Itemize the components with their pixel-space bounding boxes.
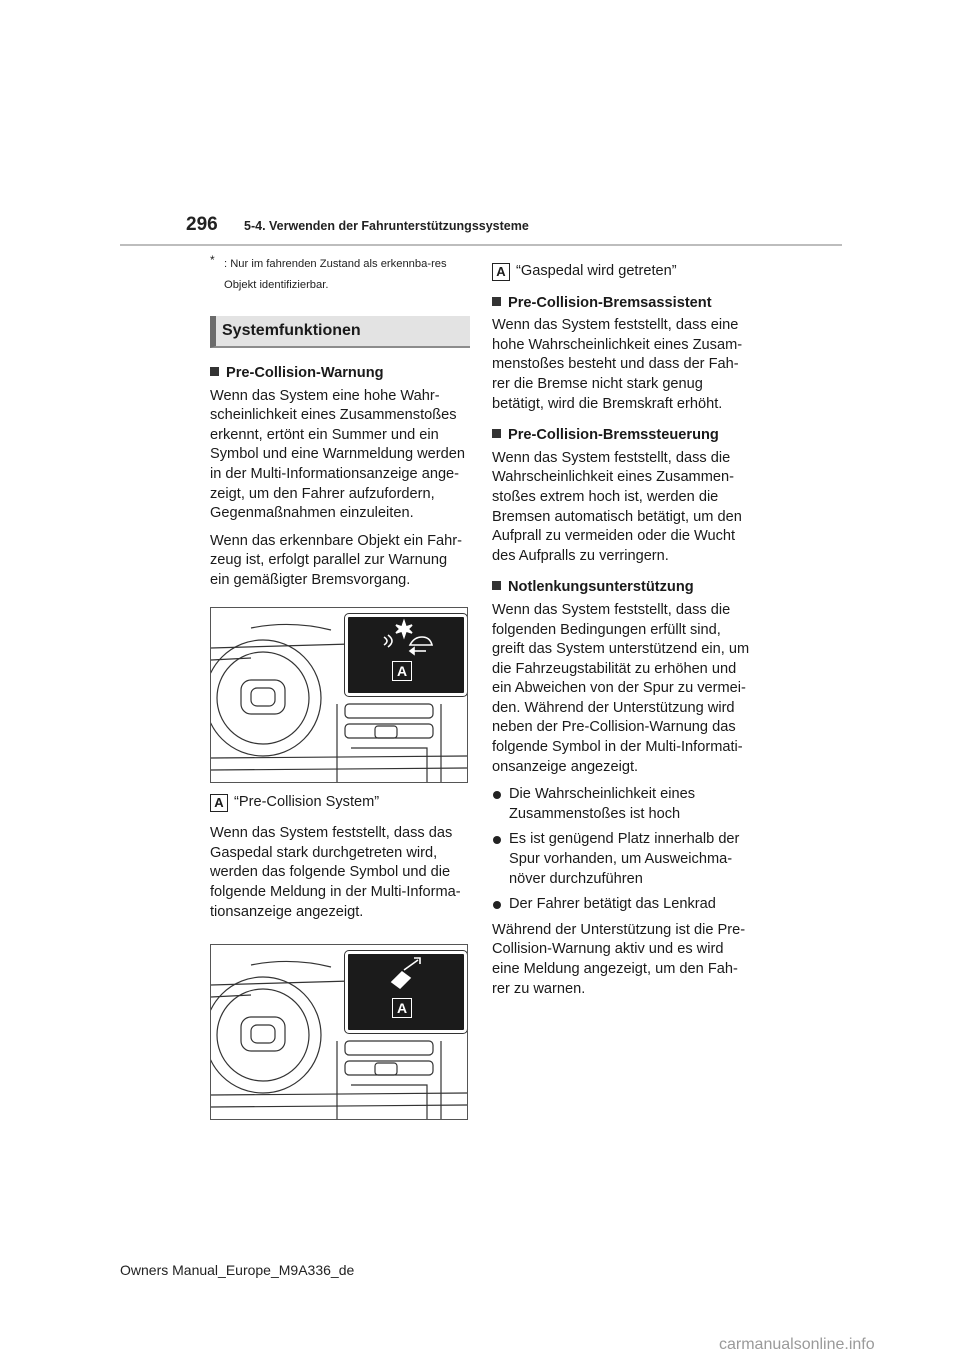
brake-control-heading: Pre-Collision-Bremssteuerung [492,426,752,446]
dashboard-figure-2 [210,944,468,1120]
square-bullet-icon [492,581,501,590]
watermark: carmanualsonline.info [719,1336,875,1353]
warning-paragraph-2: Wenn das erkennbare Objekt ein Fahr-zeug ist, erfolgt parallel zur Warnung ein gemäßigter Bremsvorgang. [210,532,463,588]
page-number: 296 [186,214,218,235]
system-functions-heading: Systemfunktionen [210,316,470,348]
square-bullet-icon [492,297,501,306]
bullet-dot-icon [493,836,501,844]
condition-bullet: Es ist genügend Platz innerhalb der Spur vorhanden, um Ausweichma-növer durchzuführen [492,830,752,889]
warning-heading: Pre-Collision-Warnung [210,364,470,384]
callout-accelerator-pressed [492,262,752,282]
square-bullet-icon [492,429,501,438]
callout-letter-box: A [492,263,510,281]
multi-info-display [345,614,467,696]
callout-text: “Gaspedal wird getreten” [516,263,677,279]
right-column [492,262,752,1007]
steering-assist-heading: Notlenkungsunterstützung [492,578,752,598]
section-title: 5-4. Verwenden der Fahrunterstützungssysteme [244,219,529,233]
steering-assist-paragraph: Wenn das System feststellt, dass die folgenden Bedingungen erfüllt sind, greift das System unterstützend ein, um die Fahrzeugstabilität zu erhöhen und ein Abweichen von der Spur zu vermei-den. Während der Unterstützung wird neben der Pre-Collision-Warnung das folgende Symbol in der Multi-Informati-onsanzeige angezeigt. [492,601,750,775]
condition-bullet: Der Fahrer betätigt das Lenkrad [492,895,752,915]
condition-bullet: Die Wahrscheinlichkeit eines Zusammenstoßes ist hoch [492,785,752,824]
brake-assist-heading: Pre-Collision-Bremsassistent [492,294,752,314]
left-column [210,254,470,1130]
callout-text: “Pre-Collision System” [234,793,380,810]
callout-pre-collision-system [210,793,470,813]
display-label-a: A [392,661,412,681]
pre-collision-warning-icon [348,617,464,657]
bullet-dot-icon [493,901,501,909]
dashboard-figure-1 [210,607,468,783]
display-label-a: A [392,998,412,1018]
footnote [210,254,470,296]
brake-assist-paragraph: Wenn das System feststellt, dass eine hohe Wahrscheinlichkeit eines Zusam-menstoßes besteht und dass der Fah-rer die Bremse nicht stark genug betätigt, wird die Bremskraft erhöht. [492,317,743,412]
header-rule [120,244,842,246]
closing-paragraph: Während der Unterstützung ist die Pre-Collision-Warnung aktiv und es wird eine Meldung angezeigt, um den Fah-rer zu warnen. [492,921,746,997]
square-bullet-icon [210,367,219,376]
accelerator-pedal-icon [348,954,464,994]
footnote-text: : Nur im fahrenden Zustand als erkennba-res Objekt identifizierbar. [224,258,447,291]
callout-letter-box: A [210,794,228,812]
pedal-paragraph: Wenn das System feststellt, dass das Gaspedal stark durchgetreten wird, werden das folgende Symbol und die folgende Meldung in der Multi-Informa-tionsanzeige angezeigt. [210,825,461,920]
footer-doc-id: Owners Manual_Europe_M9A336_de [120,1262,355,1278]
multi-info-display [345,951,467,1033]
brake-control-paragraph: Wenn das System feststellt, dass die Wahrscheinlichkeit eines Zusammen-stoßes extrem hoch ist, werden die Bremsen automatisch betätigt, um den Aufprall zu vermeiden oder die Wucht des Aufpralls zu verringern. [492,449,742,564]
footnote-mark: * [210,253,215,267]
warning-paragraph-1: Wenn das System eine hohe Wahr-scheinlichkeit eines Zusammenstoßes erkennt, ertönt ein Summer und ein Symbol und eine Warnmeldung werden in der Multi-Informationsanzeige ange-zeigt, um den Fahrer aufzufordern, Gegenmaßnahmen einzuleiten. [210,387,465,522]
bullet-dot-icon [493,791,501,799]
